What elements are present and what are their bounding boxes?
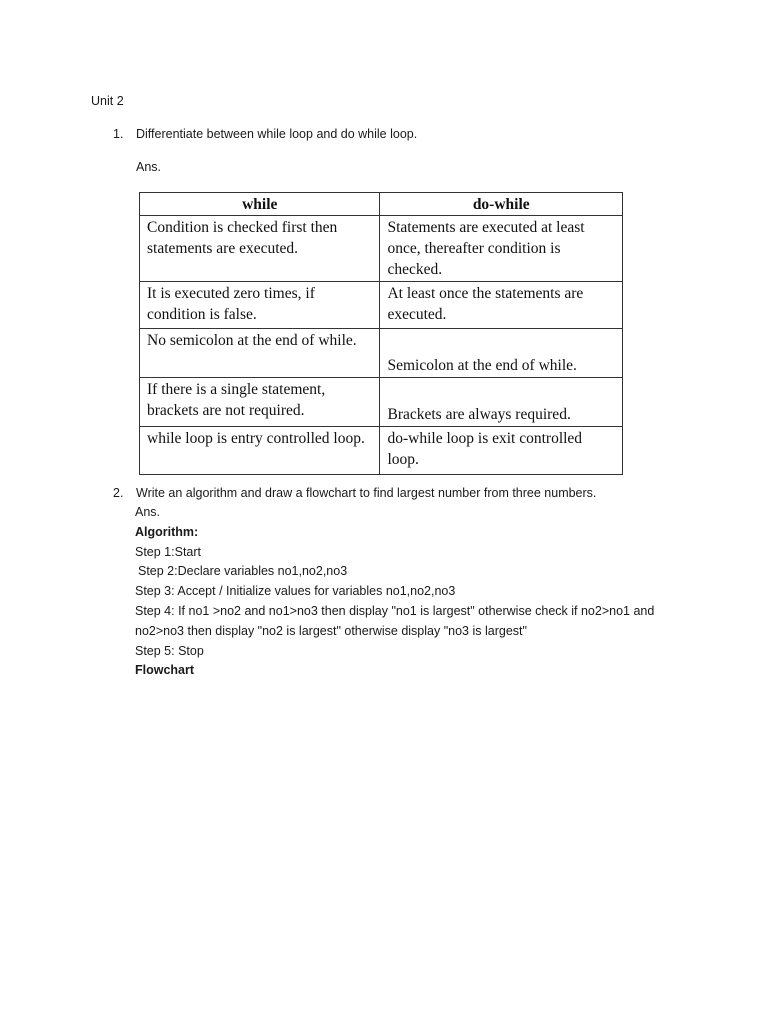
table-cell-do-while: do-while loop is exit controlled loop. — [380, 427, 623, 475]
table-cell-do-while: Brackets are always required. — [380, 378, 623, 427]
algorithm-heading: Algorithm: — [135, 524, 199, 539]
unit-heading: Unit 2 — [91, 94, 124, 108]
question-1-text: Differentiate between while loop and do while loop. — [136, 127, 418, 141]
table-row — [140, 216, 623, 282]
flowchart-heading: Flowchart — [135, 663, 195, 678]
comparison-table — [139, 192, 623, 475]
table-cell-while: It is executed zero times, if condition is false. — [140, 282, 380, 329]
algorithm-step: Step 3: Accept / Initialize values for variables no1,no2,no3 — [135, 584, 456, 599]
question-1-ans-label: Ans. — [136, 160, 162, 174]
algorithm-step: Step 4: If no1 >no2 and no1>no3 then display "no1 is largest" otherwise check if no2>no1 and — [135, 603, 655, 618]
table-cell-do-while: Statements are executed at least once, thereafter condition is checked. — [380, 216, 623, 282]
table-cell-while: while loop is entry controlled loop. — [140, 427, 380, 475]
algorithm-step: Step 1:Start — [135, 544, 202, 559]
table-cell-while: If there is a single statement, brackets are not required. — [140, 378, 380, 427]
table-cell-while: Condition is checked first then statements are executed. — [140, 216, 380, 282]
table-row — [140, 427, 623, 475]
question-2-number: 2. — [113, 486, 124, 500]
algorithm-step: Step 5: Stop — [135, 643, 204, 658]
table-row — [140, 329, 623, 378]
table-row — [140, 378, 623, 427]
question-1-number: 1. — [113, 127, 124, 141]
question-2-ans-label: Ans. — [135, 505, 161, 519]
table-header-row — [140, 193, 623, 216]
algorithm-step-continuation: no2>no3 then display "no2 is largest" otherwise display "no3 is largest" — [135, 623, 527, 638]
algorithm-section — [135, 503, 695, 681]
table-cell-while: No semicolon at the end of while. — [140, 329, 380, 378]
table-row — [140, 282, 623, 329]
question-2-text: Write an algorithm and draw a flowchart to find largest number from three numbers. — [136, 486, 597, 500]
table-header-while: while — [140, 193, 380, 216]
table-header-do-while: do-while — [380, 193, 623, 216]
table-cell-do-while: Semicolon at the end of while. — [380, 329, 623, 378]
table-cell-do-while: At least once the statements are executed. — [380, 282, 623, 329]
algorithm-step: Step 2:Declare variables no1,no2,no3 — [138, 564, 348, 579]
